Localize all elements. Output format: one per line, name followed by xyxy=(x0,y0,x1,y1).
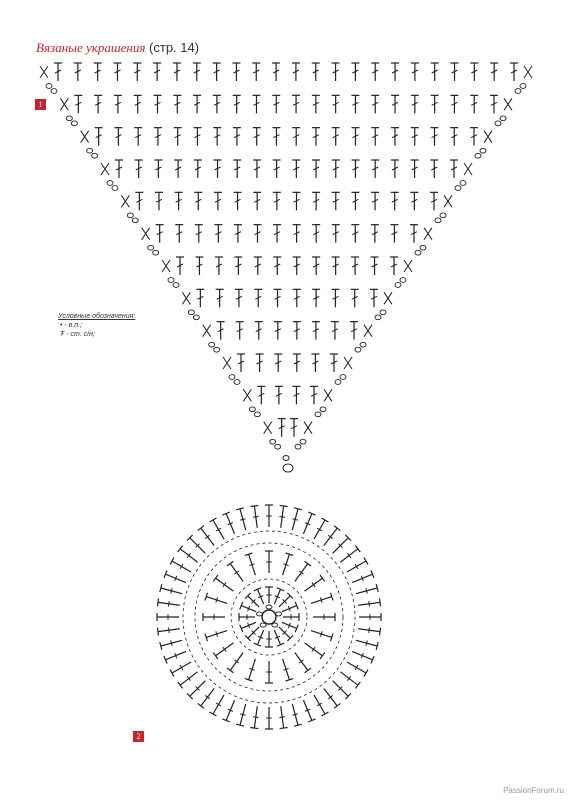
double-crochet-stitch xyxy=(215,257,223,275)
double-crochet-stitch xyxy=(450,95,458,113)
double-crochet-stitch xyxy=(135,160,143,178)
inner-double-crochet xyxy=(254,588,264,604)
double-crochet-stitch xyxy=(331,322,339,340)
outer-double-crochet xyxy=(198,526,215,546)
double-crochet-stitch xyxy=(371,95,379,113)
double-crochet-stitch xyxy=(253,160,261,178)
double-crochet-stitch xyxy=(255,322,263,340)
edge-chain xyxy=(495,98,512,125)
middle-double-crochet xyxy=(305,575,325,591)
double-crochet-stitch xyxy=(371,225,379,243)
double-crochet-stitch xyxy=(411,95,419,113)
double-crochet-stitch xyxy=(451,63,459,81)
outer-double-crochet xyxy=(250,505,258,527)
middle-double-crochet xyxy=(205,593,227,604)
double-crochet-stitch xyxy=(234,225,242,243)
double-crochet-stitch xyxy=(370,289,378,307)
middle-double-crochet xyxy=(245,659,256,681)
double-crochet-stitch xyxy=(351,257,359,275)
outer-double-crochet xyxy=(333,681,351,699)
outer-double-crochet xyxy=(178,672,198,689)
double-crochet-stitch xyxy=(193,95,201,113)
outer-double-crochet xyxy=(279,706,287,728)
double-crochet-stitch xyxy=(430,192,438,210)
middle-double-crochet xyxy=(311,631,333,642)
outer-double-crochet xyxy=(352,651,374,663)
double-crochet-stitch xyxy=(312,257,320,275)
edge-chain xyxy=(203,325,220,352)
outer-double-crochet xyxy=(279,505,287,527)
outer-double-crochet xyxy=(170,558,191,572)
double-crochet-stitch xyxy=(293,289,301,307)
inner-double-crochet xyxy=(240,622,256,632)
edge-chain xyxy=(142,228,159,255)
double-crochet-stitch xyxy=(174,160,182,178)
double-crochet-stitch xyxy=(94,95,102,113)
inner-double-crochet xyxy=(240,602,256,612)
double-crochet-stitch xyxy=(272,95,280,113)
double-crochet-stitch xyxy=(371,63,379,81)
outer-double-crochet xyxy=(292,704,302,726)
inner-double-crochet xyxy=(239,613,255,621)
double-crochet-stitch xyxy=(332,225,340,243)
outer-double-crochet xyxy=(170,662,191,676)
double-crochet-stitch xyxy=(174,128,182,146)
middle-double-crochet xyxy=(305,643,325,659)
chain-stitch-icon: • xyxy=(60,322,63,329)
middle-double-crochet xyxy=(203,613,225,621)
middle-double-crochet xyxy=(295,653,311,673)
double-crochet-stitch xyxy=(312,289,320,307)
double-crochet-stitch xyxy=(351,63,359,81)
edge-chain xyxy=(515,66,532,93)
double-crochet-stitch xyxy=(510,63,518,81)
double-crochet-stitch xyxy=(234,192,242,210)
double-crochet-stitch xyxy=(410,192,418,210)
middle-double-crochet xyxy=(283,659,294,681)
double-crochet-stitch xyxy=(273,225,281,243)
outer-double-crochet xyxy=(222,512,234,534)
watermark: PassionForum.ru xyxy=(503,786,564,795)
outer-double-crochet xyxy=(303,512,315,534)
edge-chain xyxy=(182,292,199,319)
outer-double-crochet xyxy=(358,627,380,635)
double-crochet-stitch xyxy=(430,160,438,178)
double-crochet-stitch xyxy=(311,354,319,372)
legend-item-chain xyxy=(60,321,135,330)
double-crochet-stitch xyxy=(293,257,301,275)
double-crochet-stitch xyxy=(235,289,243,307)
double-crochet-stitch xyxy=(431,63,439,81)
double-crochet-stitch xyxy=(253,128,261,146)
double-crochet-stitch xyxy=(253,225,261,243)
double-crochet-stitch xyxy=(213,95,221,113)
double-crochet-stitch xyxy=(196,289,204,307)
double-crochet-stitch xyxy=(233,128,241,146)
edge-chain xyxy=(295,422,312,449)
double-crochet-stitch xyxy=(312,160,320,178)
outer-double-crochet xyxy=(356,640,378,650)
double-crochet-stitch xyxy=(233,160,241,178)
double-crochet-stitch xyxy=(135,192,143,210)
inner-double-crochet xyxy=(282,602,298,612)
outer-double-crochet xyxy=(164,570,186,582)
double-crochet-stitch xyxy=(252,95,260,113)
double-crochet-stitch xyxy=(134,128,142,146)
double-crochet-stitch xyxy=(490,63,498,81)
double-crochet-stitch xyxy=(213,63,221,81)
double-crochet-stitch xyxy=(332,128,340,146)
legend-item-text: - в.п.; xyxy=(62,322,83,329)
double-crochet-stitch xyxy=(114,95,122,113)
double-crochet-stitch xyxy=(253,192,261,210)
double-crochet-stitch xyxy=(195,257,203,275)
double-crochet-stitch xyxy=(391,160,399,178)
inner-double-crochet xyxy=(254,630,264,646)
double-crochet-stitch xyxy=(134,95,142,113)
outer-double-crochet xyxy=(187,535,205,553)
double-crochet-stitch xyxy=(312,192,320,210)
double-crochet-stitch xyxy=(272,63,280,81)
inner-double-crochet xyxy=(274,588,284,604)
double-crochet-stitch xyxy=(274,289,282,307)
double-crochet-stitch xyxy=(74,63,82,81)
inner-double-crochet xyxy=(245,627,259,641)
double-crochet-stitch xyxy=(257,386,265,404)
outer-double-crochet xyxy=(222,700,234,722)
figure-number-badge: 1 xyxy=(35,99,46,110)
double-crochet-stitch xyxy=(175,225,183,243)
edge-chain xyxy=(243,389,260,416)
double-crochet-stitch xyxy=(155,192,163,210)
double-crochet-stitch xyxy=(391,63,399,81)
double-crochet-stitch xyxy=(470,63,478,81)
double-crochet-stitch xyxy=(173,63,181,81)
outer-double-crochet xyxy=(157,613,179,621)
double-crochet-stitch xyxy=(351,95,359,113)
double-crochet-stitch xyxy=(292,386,300,404)
double-crochet-stitch xyxy=(273,192,281,210)
double-crochet-stitch xyxy=(273,160,281,178)
double-crochet-stitch xyxy=(275,386,283,404)
double-crochet-stitch xyxy=(332,63,340,81)
outer-double-crochet xyxy=(314,695,328,716)
double-crochet-stitch xyxy=(331,289,339,307)
outer-double-crochet xyxy=(347,662,368,676)
double-crochet-stitch xyxy=(312,63,320,81)
double-crochet-stitch xyxy=(254,289,262,307)
double-crochet-stitch xyxy=(411,63,419,81)
outer-double-crochet xyxy=(340,546,360,563)
chain-arcs xyxy=(183,531,355,703)
edge-chain xyxy=(335,357,352,384)
double-crochet-stitch xyxy=(217,322,225,340)
outer-double-crochet xyxy=(324,688,341,708)
double-crochet-stitch xyxy=(430,128,438,146)
legend xyxy=(58,312,135,339)
double-crochet-stitch xyxy=(293,225,301,243)
edge-chain xyxy=(415,228,432,255)
double-crochet-stitch xyxy=(312,225,320,243)
double-crochet-stitch xyxy=(274,322,282,340)
double-crochet-stitch xyxy=(293,322,301,340)
double-crochet-stitch xyxy=(411,160,419,178)
double-crochet-stitch xyxy=(371,257,379,275)
double-crochet-stitch xyxy=(115,160,123,178)
outer-double-crochet xyxy=(250,706,258,728)
double-crochet-stitch xyxy=(154,128,162,146)
double-crochet-stitch xyxy=(256,354,264,372)
double-crochet-stitch xyxy=(278,419,286,437)
double-crochet-stitch xyxy=(114,128,122,146)
double-crochet-stitch xyxy=(54,63,62,81)
double-crochet-stitch xyxy=(371,128,379,146)
edge-chain xyxy=(60,98,77,125)
edge-chain xyxy=(435,195,452,222)
double-crochet-stitch xyxy=(293,354,301,372)
double-crochet-stitch xyxy=(351,225,359,243)
outer-double-crochet xyxy=(292,508,302,530)
double-crochet-stitch xyxy=(470,128,478,146)
double-crochet-stitch xyxy=(254,257,262,275)
double-crochet-stitch xyxy=(450,128,458,146)
middle-double-crochet xyxy=(227,653,243,673)
double-crochet-stitch xyxy=(273,257,281,275)
double-crochet-stitch xyxy=(237,354,245,372)
outer-double-crochet xyxy=(236,508,246,530)
middle-double-crochet xyxy=(311,593,333,604)
double-crochet-stitch xyxy=(214,192,222,210)
inner-double-crochet xyxy=(279,593,293,607)
double-crochet-stitch xyxy=(94,63,102,81)
middle-double-crochet xyxy=(245,553,256,575)
double-crochet-stitch xyxy=(391,95,399,113)
double-crochet-stitch xyxy=(193,128,201,146)
inner-double-crochet xyxy=(283,613,299,621)
double-crochet-stitch xyxy=(351,192,359,210)
outer-double-crochet xyxy=(324,526,341,546)
edge-chain xyxy=(101,163,118,190)
double-crochet-stitch xyxy=(431,95,439,113)
double-crochet-stitch xyxy=(272,128,280,146)
outer-double-crochet xyxy=(160,640,182,650)
inner-double-crochet xyxy=(279,627,293,641)
double-crochet-stitch xyxy=(95,128,103,146)
inner-double-crochet xyxy=(245,593,259,607)
edge-chain xyxy=(162,260,179,287)
outer-double-crochet xyxy=(164,651,186,663)
double-crochet-stitch xyxy=(74,95,82,113)
double-crochet-stitch xyxy=(195,225,203,243)
double-crochet-stitch xyxy=(351,160,359,178)
double-crochet-stitch xyxy=(351,128,359,146)
double-crochet-stitch xyxy=(176,257,184,275)
double-crochet-stitch xyxy=(290,419,298,437)
double-crochet-stitch xyxy=(216,289,224,307)
double-crochet-stitch xyxy=(332,257,340,275)
middle-double-crochet xyxy=(213,643,233,659)
double-crochet-stitch xyxy=(312,322,320,340)
edge-chain xyxy=(375,292,392,319)
double-crochet-stitch xyxy=(391,128,399,146)
double-crochet-stitch xyxy=(450,160,458,178)
outer-double-crochet xyxy=(178,546,198,563)
outer-double-crochet xyxy=(160,584,182,594)
double-crochet-stitch xyxy=(490,95,498,113)
double-crochet-stitch xyxy=(233,95,241,113)
double-crochet-stitch xyxy=(232,63,240,81)
outer-double-crochet xyxy=(210,518,224,539)
double-crochet-stitch xyxy=(292,63,300,81)
double-crochet-stitch xyxy=(234,257,242,275)
double-crochet-stitch xyxy=(332,95,340,113)
edge-chain xyxy=(455,163,472,190)
legend-heading: Условные обозначения: xyxy=(58,313,136,320)
double-crochet-stitch xyxy=(252,63,260,81)
middle-double-crochet xyxy=(295,561,311,581)
outer-double-crochet xyxy=(358,598,380,606)
edge-chain xyxy=(475,131,492,158)
double-crochet-stitch xyxy=(153,63,161,81)
inner-double-crochet xyxy=(282,622,298,632)
outer-double-crochet xyxy=(157,598,179,606)
double-crochet-stitch xyxy=(391,192,399,210)
outer-double-crochet xyxy=(333,535,351,553)
middle-double-crochet xyxy=(283,553,294,575)
center-ring xyxy=(256,605,281,627)
edge-chain xyxy=(395,260,412,287)
double-crochet-stitch xyxy=(193,63,201,81)
outer-double-crochet xyxy=(157,627,179,635)
edge-chain xyxy=(81,131,98,158)
middle-double-crochet xyxy=(213,575,233,591)
edge-chain xyxy=(40,66,57,93)
double-crochet-stitch xyxy=(194,192,202,210)
edge-chain xyxy=(355,325,372,352)
double-crochet-stitch xyxy=(236,322,244,340)
outer-double-crochet xyxy=(236,704,246,726)
double-crochet-stitch xyxy=(133,63,141,81)
middle-double-crochet xyxy=(313,613,335,621)
double-crochet-stitch xyxy=(371,160,379,178)
middle-double-crochet xyxy=(205,631,227,642)
double-crochet-stitch xyxy=(214,160,222,178)
double-crochet-stitch xyxy=(390,257,398,275)
outer-double-crochet xyxy=(303,700,315,722)
double-crochet-stitch xyxy=(156,225,164,243)
double-crochet-stitch xyxy=(390,225,398,243)
inner-double-crochet xyxy=(274,630,284,646)
double-crochet-stitch xyxy=(213,128,221,146)
double-crochet-stitch xyxy=(292,95,300,113)
legend-item-double-crochet xyxy=(60,330,135,339)
edge-chain xyxy=(121,195,138,222)
double-crochet-stitch xyxy=(371,192,379,210)
inner-double-crochet xyxy=(265,631,273,647)
figure-number-badge: 2 xyxy=(133,731,144,742)
double-crochet-stitch xyxy=(332,192,340,210)
double-crochet-stitch xyxy=(113,63,121,81)
double-crochet-stitch xyxy=(330,354,338,372)
double-crochet-stitch xyxy=(175,192,183,210)
outer-double-crochet xyxy=(265,707,273,729)
double-crochet-stitch xyxy=(332,160,340,178)
double-crochet-stitch xyxy=(351,289,359,307)
double-crochet-stitch xyxy=(470,95,478,113)
double-crochet-stitch xyxy=(312,128,320,146)
double-crochet-stitch xyxy=(154,160,162,178)
inner-double-crochet xyxy=(265,587,273,603)
outer-double-crochet xyxy=(314,518,328,539)
outer-double-crochet xyxy=(347,558,368,572)
outer-double-crochet xyxy=(352,570,374,582)
double-crochet-stitch xyxy=(410,225,418,243)
double-crochet-stitch xyxy=(310,386,318,404)
middle-double-crochet xyxy=(227,561,243,581)
double-crochet-stitch xyxy=(214,225,222,243)
triangle-tip xyxy=(283,456,293,473)
double-crochet-stitch xyxy=(292,128,300,146)
outer-double-crochet xyxy=(210,695,224,716)
double-crochet-stitch xyxy=(350,322,358,340)
edge-chain xyxy=(223,357,240,384)
middle-double-crochet xyxy=(265,661,273,683)
outer-double-crochet xyxy=(356,584,378,594)
legend-item-text: - ст. с/н; xyxy=(64,331,95,338)
double-crochet-stitch xyxy=(292,160,300,178)
outer-double-crochet xyxy=(265,505,273,527)
edge-chain xyxy=(315,389,332,416)
outer-double-crochet xyxy=(359,613,381,621)
edge-chain xyxy=(264,422,281,449)
outer-double-crochet xyxy=(340,672,360,689)
double-crochet-stitch xyxy=(411,128,419,146)
middle-double-crochet xyxy=(265,551,273,573)
double-crochet-stitch xyxy=(312,95,320,113)
double-crochet-stitch xyxy=(194,160,202,178)
double-crochet-icon: Ŧ xyxy=(60,331,65,338)
double-crochet-stitch xyxy=(292,192,300,210)
double-crochet-stitch xyxy=(154,95,162,113)
double-crochet-stitch xyxy=(173,95,181,113)
outer-double-crochet xyxy=(198,688,215,708)
outer-double-crochet xyxy=(187,681,205,699)
title-accent: Вязаные украшения xyxy=(36,40,146,55)
title-page-ref: (стр. 14) xyxy=(149,40,200,55)
double-crochet-stitch xyxy=(274,354,282,372)
